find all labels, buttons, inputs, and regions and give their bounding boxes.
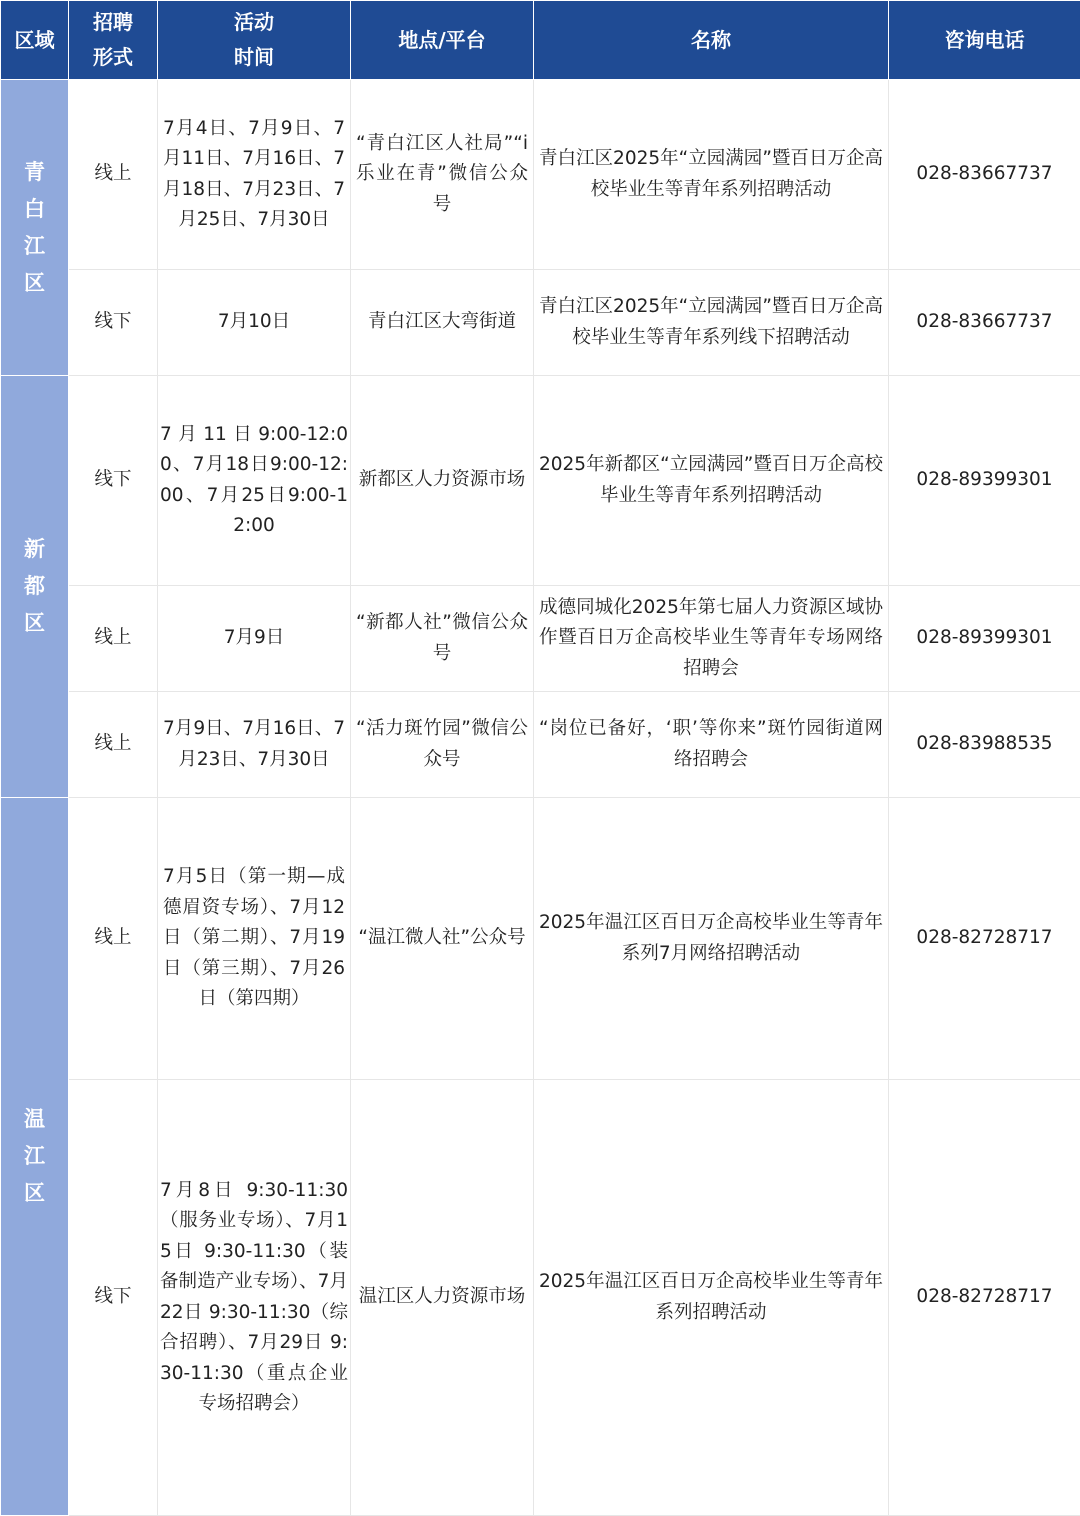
time-cell: 7月5日（第一期—成德眉资专场）、7月12日（第二期）、7月19日（第三期）、7月26日（第四期）: [158, 798, 351, 1080]
phone-cell: 028-83988535: [889, 692, 1080, 798]
activity-name-cell: 2025年温江区百日万企高校毕业生等青年系列招聘活动: [534, 1080, 889, 1516]
form-cell: 线上: [69, 80, 158, 270]
table-row: [1, 376, 1080, 586]
activity-name-cell: 2025年温江区百日万企高校毕业生等青年系列7月网络招聘活动: [534, 798, 889, 1080]
form-cell: 线上: [69, 798, 158, 1080]
form-cell: 线下: [69, 270, 158, 376]
phone-cell: 028-83667737: [889, 270, 1080, 376]
time-cell: 7月10日: [158, 270, 351, 376]
form-cell: 线下: [69, 376, 158, 586]
form-cell: 线上: [69, 586, 158, 692]
activity-name-cell: “岗位已备好，‘职’等你来”斑竹园街道网络招聘会: [534, 692, 889, 798]
time-cell: 7月9日、7月16日、7月23日、7月30日: [158, 692, 351, 798]
activity-name-cell: 青白江区2025年“立园满园”暨百日万企高校毕业生等青年系列线下招聘活动: [534, 270, 889, 376]
venue-cell: “新都人社”微信公众号: [351, 586, 534, 692]
form-cell: 线下: [69, 1080, 158, 1516]
table-row: [1, 270, 1080, 376]
header-region: 区域: [1, 1, 69, 80]
venue-cell: “活力斑竹园”微信公众号: [351, 692, 534, 798]
table-row: [1, 798, 1080, 1080]
header-time: 活动时间: [158, 1, 351, 80]
table-row: [1, 80, 1080, 270]
venue-cell: 新都区人力资源市场: [351, 376, 534, 586]
header-venue: 地点/平台: [351, 1, 534, 80]
form-cell: 线上: [69, 692, 158, 798]
phone-cell: 028-83667737: [889, 80, 1080, 270]
venue-cell: “温江微人社”公众号: [351, 798, 534, 1080]
phone-cell: 028-82728717: [889, 1080, 1080, 1516]
venue-cell: 温江区人力资源市场: [351, 1080, 534, 1516]
phone-cell: 028-82728717: [889, 798, 1080, 1080]
time-cell: 7月8日 9:30-11:30（服务业专场）、7月15日 9:30-11:30（装备制造产业专场）、7月22日 9:30-11:30（综合招聘）、7月29日 9:30-11:30（重点企业专场招聘会）: [158, 1080, 351, 1516]
table-row: [1, 586, 1080, 692]
region-cell-wenjiang: 温江区: [1, 798, 69, 1516]
venue-cell: “青白江区人社局”“i乐业在青”微信公众号: [351, 80, 534, 270]
time-cell: 7月9日: [158, 586, 351, 692]
activity-name-cell: 成德同城化2025年第七届人力资源区域协作暨百日万企高校毕业生等青年专场网络招聘会: [534, 586, 889, 692]
header-row: [1, 1, 1080, 80]
time-cell: 7月11日9:00-12:00、7月18日9:00-12:00、7月25日9:00-12:00: [158, 376, 351, 586]
time-cell: 7月4日、7月9日、7月11日、7月16日、7月18日、7月23日、7月25日、7月30日: [158, 80, 351, 270]
table-row: [1, 692, 1080, 798]
phone-cell: 028-89399301: [889, 586, 1080, 692]
header-name: 名称: [534, 1, 889, 80]
venue-cell: 青白江区大弯街道: [351, 270, 534, 376]
region-cell-xindu: 新都区: [1, 376, 69, 798]
region-cell-qingbaijiang: 青白江区: [1, 80, 69, 376]
header-form: 招聘形式: [69, 1, 158, 80]
activity-name-cell: 青白江区2025年“立园满园”暨百日万企高校毕业生等青年系列招聘活动: [534, 80, 889, 270]
header-phone: 咨询电话: [889, 1, 1080, 80]
phone-cell: 028-89399301: [889, 376, 1080, 586]
activity-name-cell: 2025年新都区“立园满园”暨百日万企高校毕业生等青年系列招聘活动: [534, 376, 889, 586]
table-row: [1, 1080, 1080, 1516]
